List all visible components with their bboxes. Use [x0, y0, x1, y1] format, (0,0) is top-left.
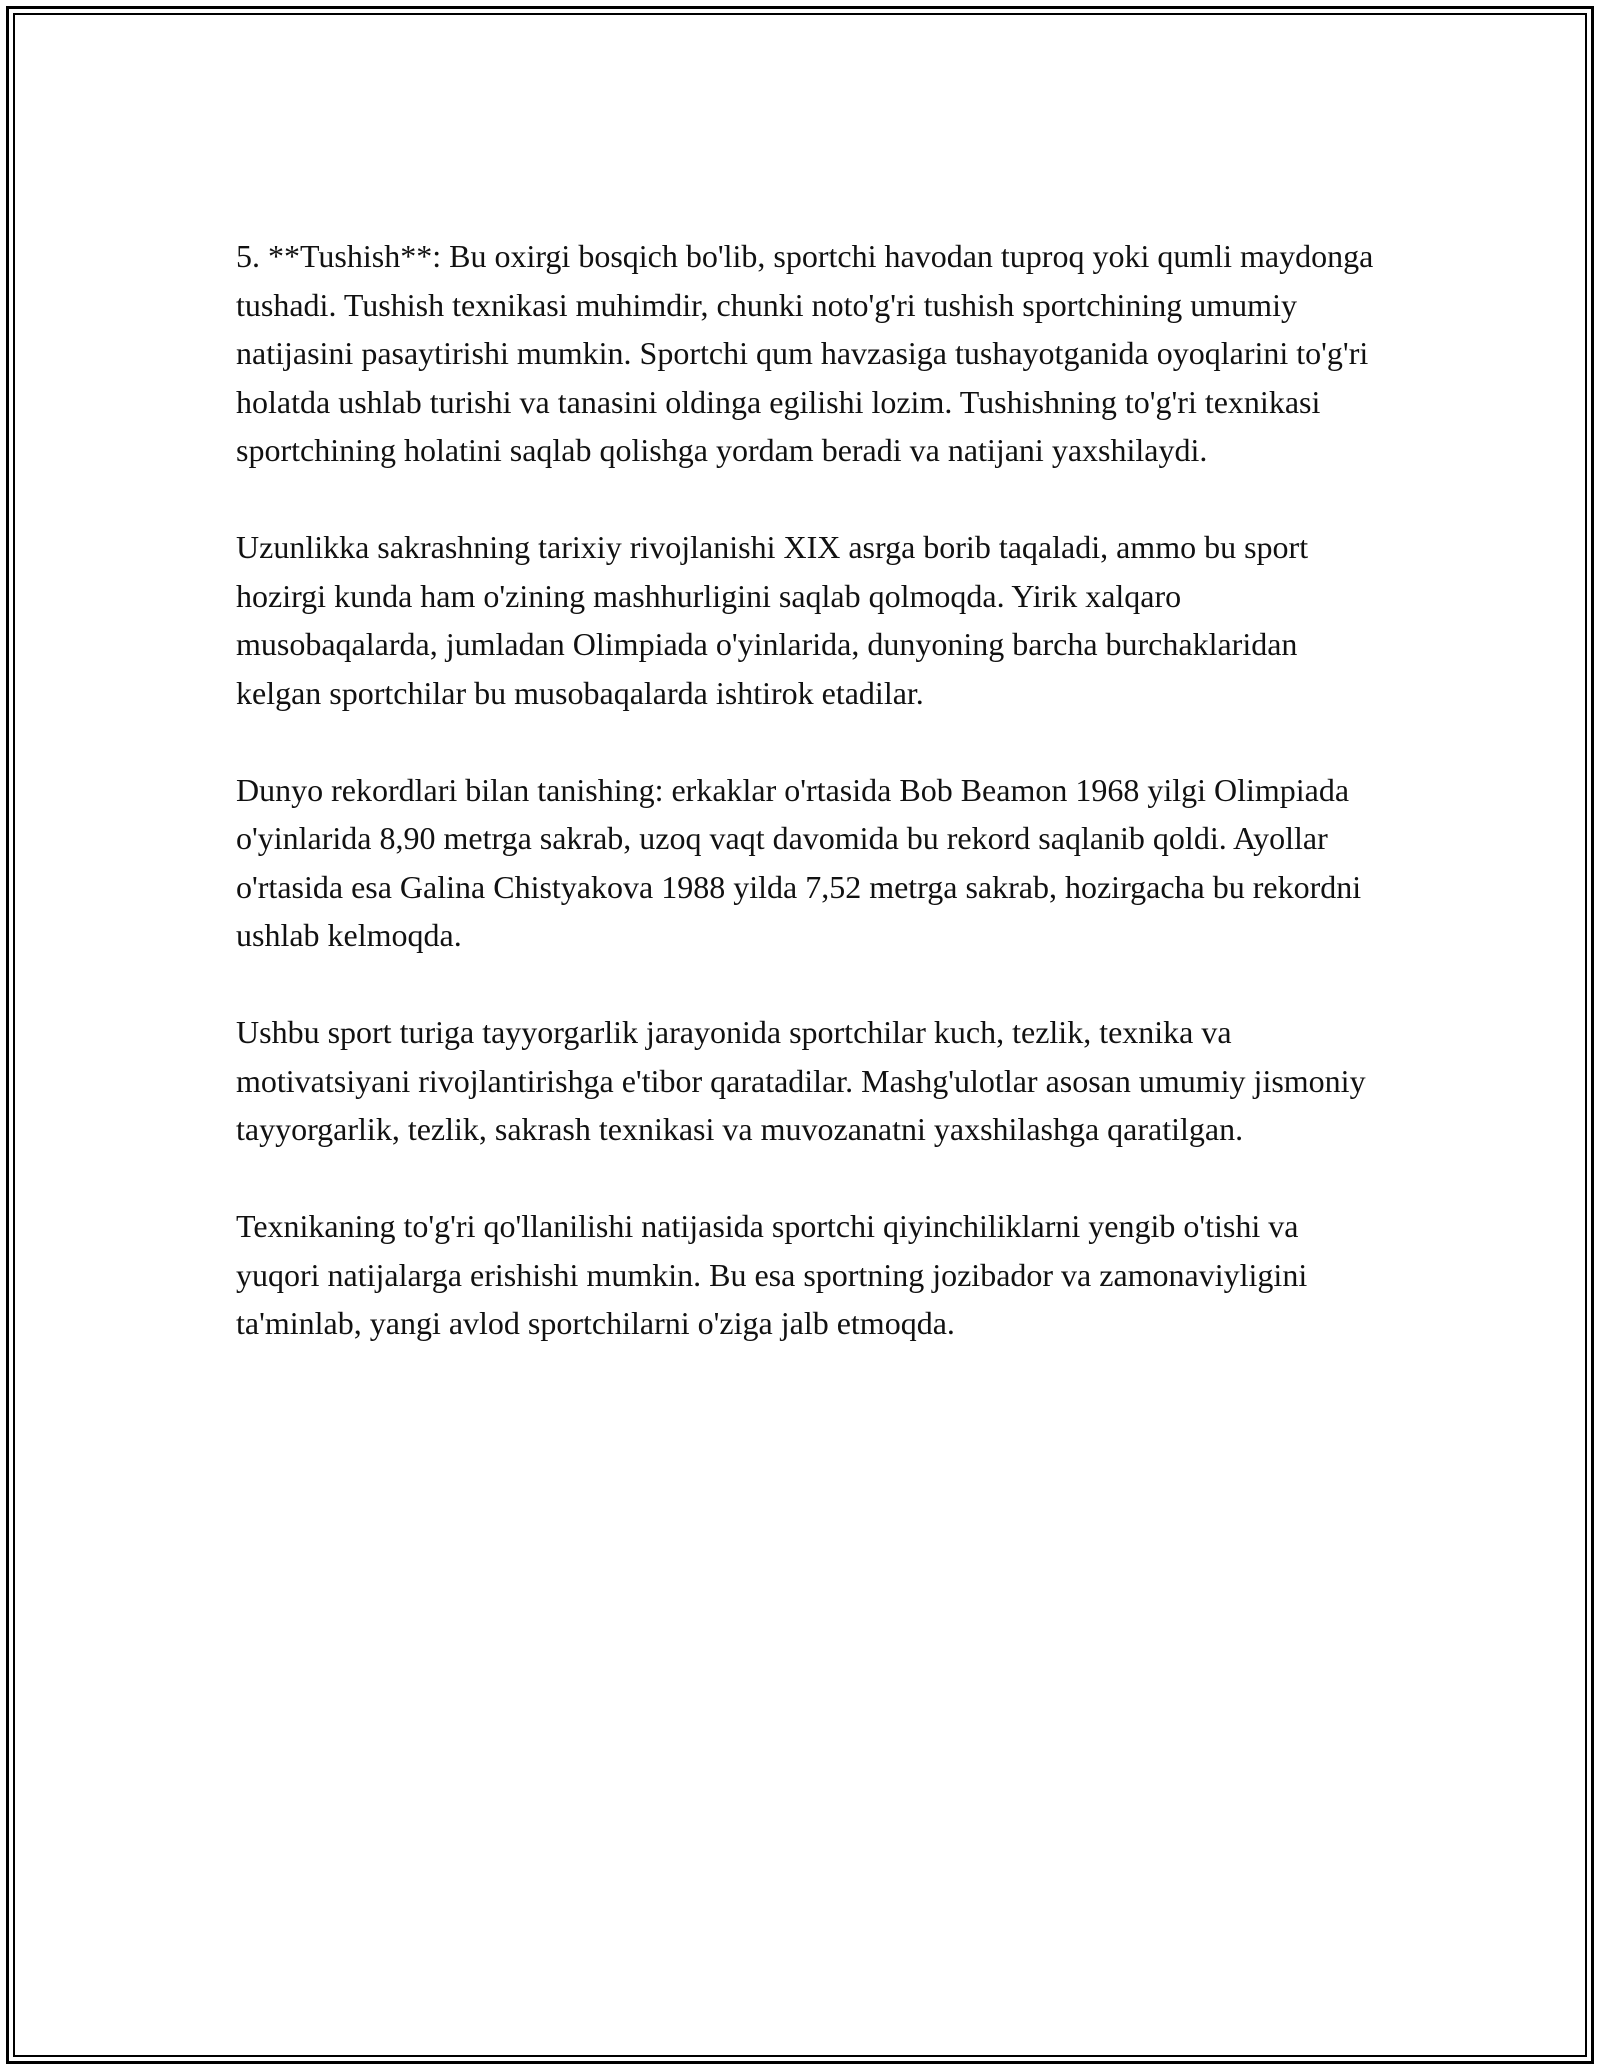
paragraph-history: Uzunlikka sakrashning tarixiy rivojlanishi XIX asrga borib taqaladi, ammo bu sport hozirgi kunda ham o'zining mashhurligini saqlab qolmoqda. Yirik xalqaro musobaqalarda, jumladan Olimpiada o'yinlarida, dunyoning barcha burchaklaridan kelgan sportchilar bu musobaqalarda ishtirok etadilar.: [236, 529, 1309, 711]
paragraph-tushish: 5. **Tushish**: Bu oxirgi bosqich bo'lib, sportchi havodan tuproq yoki qumli maydonga tushadi. Tushish texnikasi muhimdir, chunki noto'g'ri tushish sportchining umumiy natijasini pasaytirishi mumkin. Sportchi qum havzasiga tushayotganida oyoqlarini to'g'ri holatda ushlab turishi va tanasini oldinga egilishi lozim. Tushishning to'g'ri texnikasi sportchining holatini saqlab qolishga yordam beradi va natijani yaxshilaydi.: [236, 238, 1374, 468]
document-body: [236, 232, 1376, 1396]
paragraph-training: Ushbu sport turiga tayyorgarlik jarayonida sportchilar kuch, tezlik, texnika va motivatsiyani rivojlantirishga e'tibor qaratadilar. Mashg'ulotlar asosan umumiy jismoniy tayyorgarlik, tezlik, sakrash texnikasi va muvozanatni yaxshilashga qaratilgan.: [236, 1014, 1366, 1147]
paragraph-world-records: Dunyo rekordlari bilan tanishing: erkaklar o'rtasida Bob Beamon 1968 yilgi Olimpiada o'yinlarida 8,90 metrga sakrab, uzoq vaqt davomida bu rekord saqlanib qoldi. Ayollar o'rtasida esa Galina Chistyakova 1988 yilda 7,52 metrga sakrab, hozirgacha bu rekordni ushlab kelmoqda.: [236, 771, 1362, 953]
paragraph-conclusion: Texnikaning to'g'ri qo'llanilishi natijasida sportchi qiyinchiliklarni yengib o'tishi va yuqori natijalarga erishishi mumkin. Bu esa sportning jozibador va zamonaviyligini ta'minlab, yangi avlod sportchilarni o'ziga jalb etmoqda.: [236, 1208, 1308, 1341]
